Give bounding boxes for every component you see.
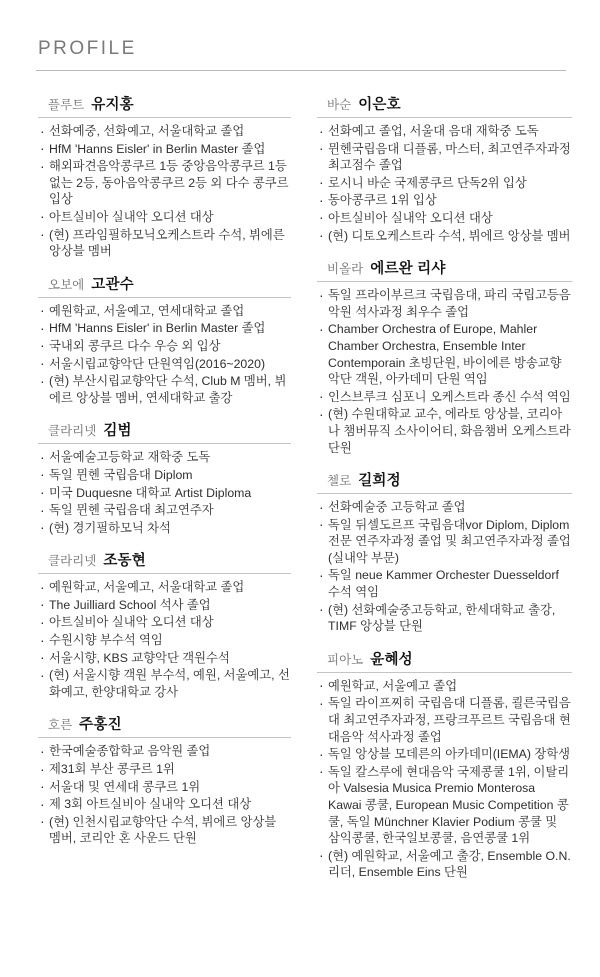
person-name: 길희정 xyxy=(358,473,401,490)
credits-list xyxy=(38,449,291,536)
list-item: · 뮌헨국립음대 디플롬, 마스터, 최고연주자과정 최고점수 졸업 xyxy=(317,141,572,174)
person-name: 에르완 리샤 xyxy=(370,261,446,278)
list-item: · (현) 서울시향 객원 부수석, 예원, 서울예고, 선화예고, 한양대학교 강사 xyxy=(38,667,291,700)
list-item: · 수원시향 부수석 역임 xyxy=(38,632,291,649)
entry-divider xyxy=(38,737,291,738)
credits-list xyxy=(317,287,572,456)
list-item: · 아트실비아 실내악 오디션 대상 xyxy=(38,209,291,226)
list-item: · 선화예고 졸업, 서울대 음대 재학중 도독 xyxy=(317,123,572,140)
person-name: 유지홍 xyxy=(91,97,134,113)
list-item: · 예원학교, 서울예고, 서울대학교 졸업 xyxy=(38,579,291,596)
profile-entry xyxy=(317,257,572,456)
list-item: · 제31회 부산 콩쿠르 1위 xyxy=(38,761,291,778)
list-item: · 아트실비아 실내악 오디션 대상 xyxy=(38,614,291,631)
credits-list xyxy=(38,579,291,700)
profile-entry xyxy=(38,713,291,847)
list-item: · 선화예중, 선화예고, 서울대학교 졸업 xyxy=(38,123,291,140)
person-name: 이은호 xyxy=(358,97,401,113)
list-item: · 로시니 바순 국제콩쿠르 단독2위 입상 xyxy=(317,175,572,192)
list-item: · 독일 뮌헨 국립음대 최고연주자 xyxy=(38,502,291,519)
list-item: · 독일 뮌헨 국립음대 Diplom xyxy=(38,467,291,484)
person-name: 조동현 xyxy=(103,553,146,570)
list-item: · 한국예술종합학교 음악원 졸업 xyxy=(38,743,291,760)
profile-entry-header xyxy=(317,469,572,490)
profile-entry-header xyxy=(38,713,291,734)
list-item: · 미국 Duquesne 대학교 Artist Diploma xyxy=(38,485,291,502)
list-item: · (현) 수원대학교 교수, 에라토 앙상블, 코리아나 챔버뮤직 소사이어티, 화음챔버 오케스트라 단원 xyxy=(317,406,572,456)
credits-list xyxy=(317,499,572,635)
profile-entry-header xyxy=(317,93,572,114)
list-item: · 서울시향, KBS 교향악단 객원수석 xyxy=(38,650,291,667)
list-item: · 국내외 콩쿠르 다수 우승 외 입상 xyxy=(38,338,291,355)
list-item: · 서울시립교향악단 단원역임(2016~2020) xyxy=(38,356,291,373)
list-item: · 서울대 및 연세대 콩쿠르 1위 xyxy=(38,779,291,796)
profile-entry xyxy=(317,469,572,635)
list-item: · (현) 예원학교, 서울예고 출강, Ensemble O.N. 리더, Ensemble Eins 단원 xyxy=(317,848,572,881)
list-item: · 인스브루크 심포니 오케스트라 종신 수석 역임 xyxy=(317,389,572,406)
list-item: · 독일 프라이부르크 국립음대, 파리 국립고등음악원 석사과정 최우수 졸업 xyxy=(317,287,572,320)
entry-divider xyxy=(38,297,291,298)
profile-columns xyxy=(28,93,572,894)
list-item: · 해외파견음악콩쿠르 1등 중앙음악콩쿠르 1등 없는 2등, 동아음악콩쿠르 2등 외 다수 콩쿠르 입상 xyxy=(38,158,291,208)
entry-divider xyxy=(317,117,572,118)
person-name: 윤혜성 xyxy=(370,651,413,668)
list-item: · 독일 neue Kammer Orchester Duesseldorf 수석 역임 xyxy=(317,567,572,600)
left-column xyxy=(28,93,291,860)
profile-entry-header xyxy=(317,257,572,278)
instrument-label: 오보에 xyxy=(48,277,85,292)
entry-divider xyxy=(317,672,572,673)
profile-entry xyxy=(38,273,291,407)
list-item: · 선화예술중 고등학교 졸업 xyxy=(317,499,572,516)
list-item: · (현) 디토오케스트라 수석, 뷔에르 앙상블 멤버 xyxy=(317,228,572,245)
entry-divider xyxy=(317,493,572,494)
list-item: · The Juilliard School 석사 졸업 xyxy=(38,597,291,614)
person-name: 주홍진 xyxy=(79,717,122,734)
list-item: · Chamber Orchestra of Europe, Mahler Chamber Orchestra, Ensemble Inter Contemporain 초빙단원, 바이에른 방송교향악단 객원, 아카데미 단원 역임 xyxy=(317,321,572,387)
list-item: · 동아콩쿠르 1위 입상 xyxy=(317,192,572,209)
list-item: · 예원학교, 서울예고, 연세대학교 졸업 xyxy=(38,303,291,320)
instrument-label: 호른 xyxy=(48,718,73,733)
list-item: · 제 3회 아트실비아 실내악 오디션 대상 xyxy=(38,796,291,813)
profile-entry-header xyxy=(38,549,291,570)
profile-entry xyxy=(38,93,291,260)
instrument-label: 비올라 xyxy=(327,262,364,277)
list-item: · 독일 칼스루에 현대음악 국제콩쿨 1위, 이탈리아 Valsesia Musica Premio Monterosa Kawai 콩쿨, European Music Competition 콩쿨, 독일 Münchner Klavier Podium 콩쿨 및 삼익콩쿨, 한국일보콩쿨, 음연콩쿨 1위 xyxy=(317,764,572,847)
list-item: · (현) 부산시립교향악단 수석, Club M 멤버, 뷔에르 앙상블 멤버, 연세대학교 출강 xyxy=(38,373,291,406)
list-item: · (현) 선화예술중고등학교, 한세대학교 출강, TIMF 앙상블 단원 xyxy=(317,602,572,635)
list-item: · 서울예술고등학교 재학중 도독 xyxy=(38,449,291,466)
list-item: · (현) 경기필하모닉 차석 xyxy=(38,520,291,537)
credits-list xyxy=(317,123,572,244)
instrument-label: 바순 xyxy=(327,98,352,112)
entry-divider xyxy=(38,573,291,574)
profile-entry-header xyxy=(38,273,291,294)
credits-list xyxy=(38,743,291,847)
list-item: · 아트실비아 실내악 오디션 대상 xyxy=(317,210,572,227)
entry-divider xyxy=(38,443,291,444)
list-item: · HfM 'Hanns Eisler' in Berlin Master 졸업 xyxy=(38,320,291,337)
profile-entry xyxy=(38,549,291,700)
profile-entry xyxy=(317,648,572,881)
list-item: · 독일 뒤셀도르프 국립음대vor Diplom, Diplom 전문 연주자과정 졸업 및 최고연주자과정 졸업 (실내악 부문) xyxy=(317,517,572,567)
list-item: · (현) 인천시립교향악단 수석, 뷔에르 앙상블 멤버, 코리안 혼 사운드 단원 xyxy=(38,814,291,847)
profile-entry-header xyxy=(38,93,291,114)
list-item: · (현) 프라임필하모닉오케스트라 수석, 뷔에른 앙상블 멤버 xyxy=(38,227,291,260)
credits-list xyxy=(317,678,572,881)
instrument-label: 클라리넷 xyxy=(48,424,97,439)
instrument-label: 피아노 xyxy=(327,652,364,667)
credits-list xyxy=(38,123,291,260)
list-item: · 독일 라이프찌히 국립음대 디플롬, 쾰른국립음대 최고연주자과정, 프랑크푸르트 국립음대 현대음악 석사과정 졸업 xyxy=(317,695,572,745)
entry-divider xyxy=(317,281,572,282)
credits-list xyxy=(38,303,291,407)
profile-entry xyxy=(317,93,572,244)
list-item: · 독일 앙상블 모데른의 아카데미(IEMA) 장학생 xyxy=(317,746,572,763)
profile-entry xyxy=(38,419,291,536)
instrument-label: 클라리넷 xyxy=(48,554,97,569)
entry-divider xyxy=(38,117,291,118)
title-divider xyxy=(36,70,566,71)
instrument-label: 첼로 xyxy=(327,474,352,489)
list-item: · 예원학교, 서울예고 졸업 xyxy=(317,678,572,695)
person-name: 김범 xyxy=(103,423,132,440)
right-column xyxy=(309,93,572,894)
list-item: · HfM 'Hanns Eisler' in Berlin Master 졸업 xyxy=(38,141,291,158)
profile-entry-header xyxy=(317,648,572,669)
page-title: PROFILE xyxy=(38,38,137,59)
profile-entry-header xyxy=(38,419,291,440)
instrument-label: 플루트 xyxy=(48,98,85,112)
person-name: 고관수 xyxy=(91,276,134,293)
